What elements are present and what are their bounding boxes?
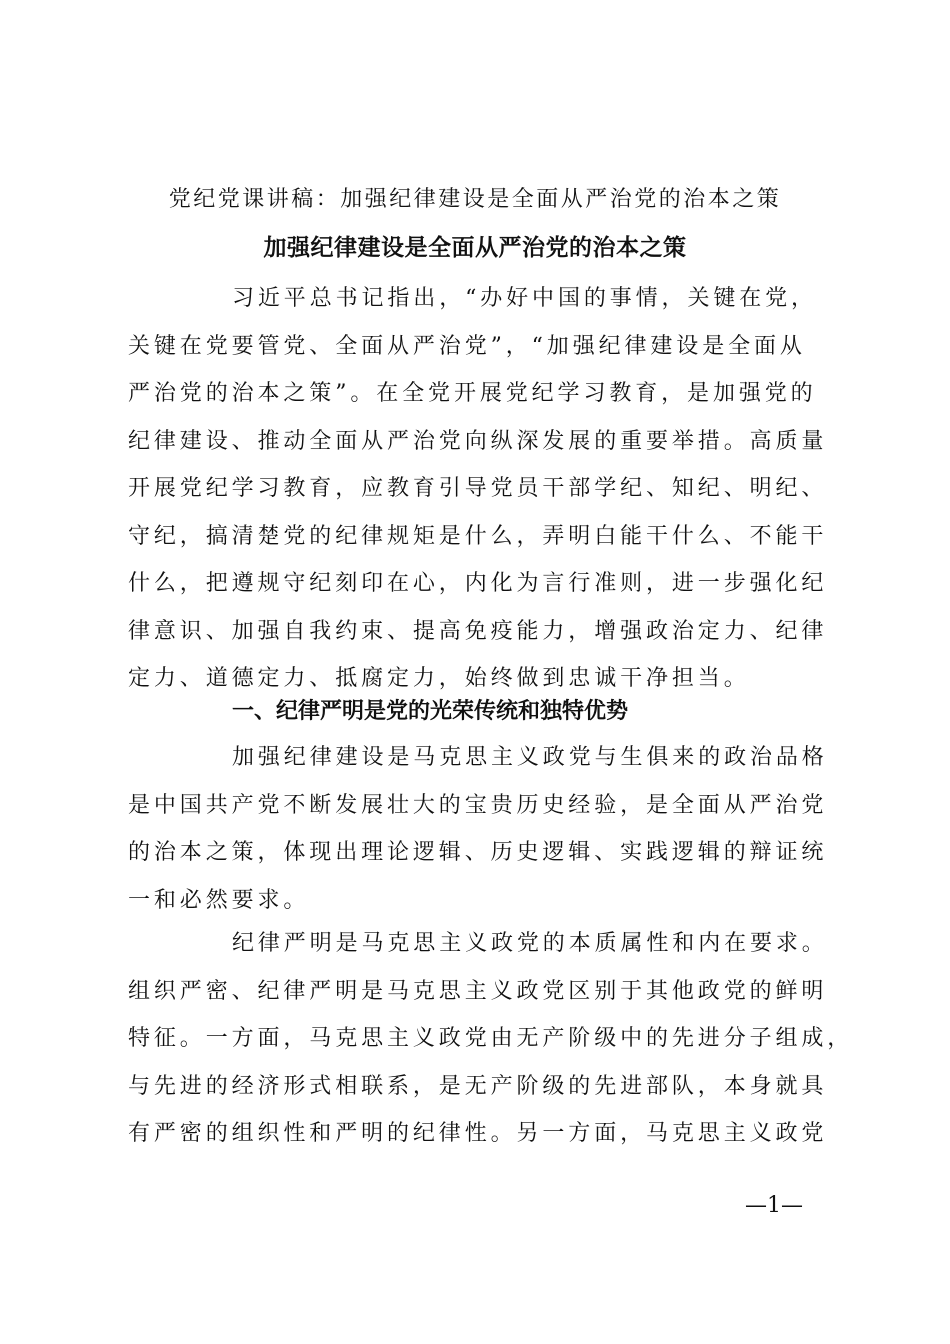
text-line: 组织严密、纪律严明是马克思主义政党区别于其他政党的鲜明 — [128, 978, 828, 1004]
text-line: 律意识、加强自我约束、提高免疫能力，增强政治定力、纪律 — [128, 618, 828, 644]
paragraph-3 — [128, 920, 854, 1158]
text-line: 一和必然要求。 — [128, 887, 310, 913]
text-line: 纪律建设、推动全面从严治党向纵深发展的重要举措。高质量 — [128, 428, 828, 454]
text-line: 习近平总书记指出，“办好中国的事情，关键在党， — [232, 286, 817, 311]
text-line: 纪律严明是马克思主义政党的本质属性和内在要求。 — [232, 931, 828, 956]
text-line: 关键在党要管党、全面从严治党”，“加强纪律建设是全面从 — [128, 333, 806, 359]
text-line: 的治本之策，体现出理论逻辑、历史逻辑、实践逻辑的辩证统 — [128, 840, 828, 865]
text-line: 严治党的治本之策”。在全党开展党纪学习教育，是加强党的 — [128, 381, 817, 406]
text-line: 有严密的组织性和严明的纪律性。另一方面，马克思主义政党 — [128, 1121, 828, 1146]
text-line: 守纪，搞清楚党的纪律规矩是什么，弄明白能干什么、不能干 — [128, 523, 828, 549]
paragraph-2 — [128, 734, 838, 924]
text-line: 加强纪律建设是马克思主义政党与生俱来的政治品格 — [232, 745, 828, 770]
text-line: 定力、道德定力、抵腐定力，始终做到忠诚干净担当。 — [128, 666, 750, 691]
text-line: 是中国共产党不断发展壮大的宝贵历史经验，是全面从严治党 — [128, 792, 828, 818]
text-line: 开展党纪学习教育，应教育引导党员干部学纪、知纪、明纪、 — [128, 476, 828, 501]
document-subtitle: 党纪党课讲稿：加强纪律建设是全面从严治党的治本之策 — [168, 187, 782, 212]
section-heading: 一、纪律严明是党的光荣传统和独特优势 — [232, 699, 629, 724]
page-number: —1— — [745, 1193, 803, 1218]
document-title: 加强纪律建设是全面从严治党的治本之策 — [263, 234, 687, 261]
paragraph-1 — [128, 275, 838, 703]
text-line: 与先进的经济形式相联系，是无产阶级的先进部队，本身就具 — [128, 1073, 828, 1099]
text-line: 什么，把遵规守纪刻印在心，内化为言行准则，进一步强化纪 — [128, 571, 828, 596]
text-line: 特征。一方面，马克思主义政党由无产阶级中的先进分子组成， — [128, 1026, 854, 1051]
